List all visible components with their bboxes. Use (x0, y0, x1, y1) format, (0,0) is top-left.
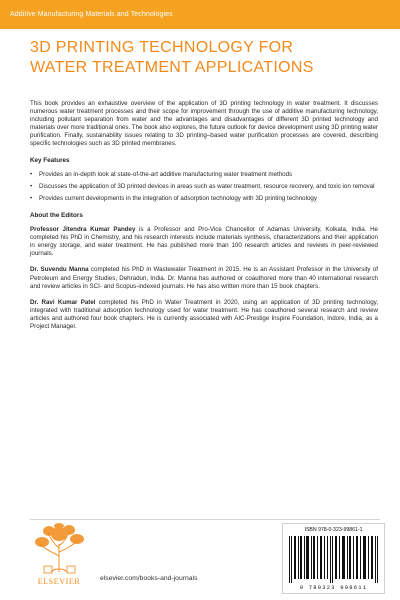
barcode-digits: 9 780323 998611 (299, 584, 368, 591)
isbn-barcode-box (282, 523, 385, 594)
cover-text (30, 100, 378, 339)
editor-name: Dr. Ravi Kumar Patel (30, 298, 96, 306)
key-feature-text: Discusses the application of 3D printed devices in areas such as water treatment, resource recovery, and toxic ion removal (39, 182, 375, 190)
book-title-line-1: 3D PRINTING TECHNOLOGY FOR (30, 39, 294, 56)
editor-bio-text: is a Professor and Pro-Vice Chancellor of Adamas University, Kolkata, India. He completed his PhD in Chemistry, and his research interests include materials synthesis, characterizations and their application in energy storage, and water treatment. He has published more than 100 research articles and reviews in peer-reviewed journals. (30, 226, 378, 258)
key-feature-item (30, 183, 378, 191)
publisher-name: ELSEVIER (37, 577, 81, 586)
editor-name: Professor Jitendra Kumar Pandey (30, 226, 136, 234)
publisher-website: elsevier.com/books-and-journals (100, 575, 198, 582)
book-description: This book provides an exhaustive overview of the application of 3D printing technology in water treatment. It discusses numerous water treatment processes and their scope for improvement through the use of additive manufacturing technology, including pollutant separation from water and the advantages and disadvantages of different 3D printed technology and materials over more traditional ones. The book also explores, the future outlook for device development using 3D printing water purification. Finally, sustainability issues relating to 3D printing–based water purification processes are covered, describing specific technologies such as 3D printed membranes. (30, 100, 378, 148)
editor-name: Dr. Suvendu Manna (30, 266, 89, 274)
key-feature-item (30, 171, 378, 179)
barcode-icon (289, 536, 379, 583)
key-features-heading: Key Features (30, 156, 70, 164)
bullet-icon: • (30, 183, 33, 190)
book-title (30, 38, 380, 78)
bullet-icon: • (30, 171, 33, 178)
elsevier-tree-logo (30, 522, 88, 582)
editor-bio-text: completed his PhD in Wastewater Treatment in 2015. He is an Assistant Professor in the University of Petroleum and Energy Studies, Dehradun, India. Dr. Manna has authored or coauthored more than 40 international research and review articles in SCI- and Scopus-indexed journals. He has also written more than 15 book chapters. (30, 266, 378, 290)
bullet-icon: • (30, 195, 33, 202)
isbn-label: ISBN 978-0-323-99861-1 (304, 527, 363, 533)
editors-heading: About the Editors (30, 211, 83, 219)
key-feature-item (30, 195, 378, 203)
editor-bio-text: completed his PhD in Water Treatment in 2020, using an application of 3D printing technology, integrated with traditional adsorption technology used for water treatment. He has coauthored several research and review articles and authored four book chapters. He is currently associated with AIC-Prestige Inspire Foundation, Indore, India, as a Project Manager. (30, 298, 378, 330)
series-title: Additive Manufacturing Materials and Technologies (10, 11, 173, 18)
editor-bio (30, 226, 378, 258)
key-feature-text: Provides an in-depth look at state-of-the-art additive manufacturing water treatment methods (39, 170, 293, 178)
top-band (0, 0, 400, 29)
editor-bio (30, 266, 378, 290)
editor-bio (30, 299, 378, 331)
key-feature-text: Provides current developments in the integration of adsorption technology with 3D printing technology (39, 194, 317, 202)
book-title-line-2: WATER TREATMENT APPLICATIONS (30, 59, 314, 76)
key-features-list (30, 171, 378, 203)
footer-divider (30, 519, 380, 520)
